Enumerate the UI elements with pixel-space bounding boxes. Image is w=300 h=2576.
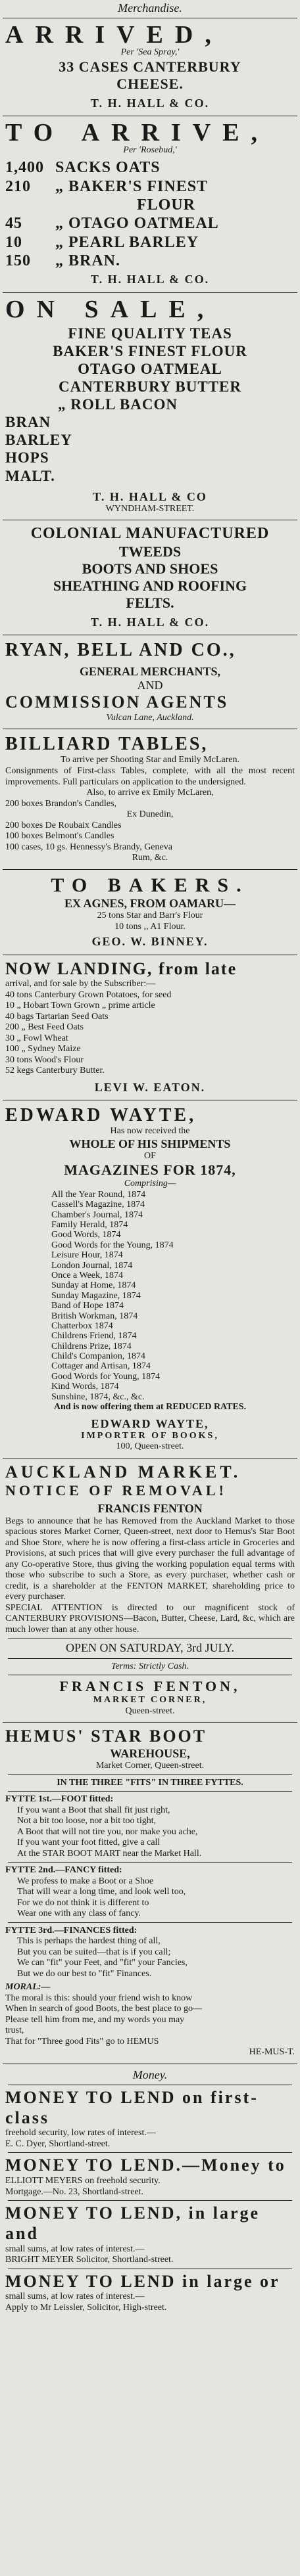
ad-now-landing — [0, 958, 300, 1098]
ad-wayte-heading: EDWARD WAYTE, — [5, 1105, 197, 1126]
ad-to-arrive-ship: Per 'Rosebud,' — [123, 145, 177, 155]
ad-arrived-signature: T. H. HALL & CO. — [90, 96, 210, 110]
ad-to-bakers-heading: TO BAKERS. — [51, 874, 249, 896]
list-item: That will wear a long time, and look well too, — [17, 1887, 186, 1897]
list-item: Sunday at Home, 1874 — [51, 1280, 136, 1291]
money-section — [0, 2067, 300, 2316]
list-item: Rum, &c. — [132, 853, 168, 863]
list-item: 100 „ Sydney Maize — [5, 1044, 81, 1054]
ad-hemus-moral: MORAL:— — [5, 1982, 51, 1993]
ad-edward-wayte — [0, 1103, 300, 1455]
ad-ryan-bell-line: GENERAL MERCHANTS, — [79, 664, 221, 678]
list-item: We can "fit" your Feet, and "fit" your Fancies, — [17, 1958, 188, 1968]
ad-hemus-fytte: FYTTE 1st.—FOOT fitted: — [5, 1794, 114, 1805]
list-item: Childrens Prize, 1874 — [51, 1341, 132, 1351]
list-item: Chatterbox 1874 — [51, 1321, 113, 1331]
ad-colonial-signature: T. H. HALL & CO. — [90, 615, 210, 629]
list-item: 30 tons Wood's Flour — [5, 1054, 84, 1065]
ad-hemus-fytte: FYTTE 2nd.—FANCY fitted: — [5, 1865, 122, 1876]
money-ad-heading: MONEY TO LEND on first-class — [5, 2088, 259, 2127]
list-item: A Boot that will not tire you, nor make you ache, — [17, 1826, 198, 1837]
list-item: London Journal, 1874 — [51, 1260, 133, 1271]
ad-ryan-bell-address: Vulcan Lane, Auckland. — [106, 712, 194, 723]
money-ad-line: freehold security, low rates of interest.— — [5, 2128, 156, 2138]
list-item: 210 „ BAKER'S FINEST — [5, 177, 209, 195]
list-item: Childrens Friend, 1874 — [51, 1331, 137, 1342]
list-item: Wear one with any class of fancy. — [17, 1909, 141, 1919]
divider — [8, 2152, 292, 2153]
ad-ryan-bell-line: AND — [137, 679, 163, 692]
list-item: 100 boxes Belmont's Candles — [5, 831, 114, 842]
ad-to-bakers-line: EX AGNES, FROM OAMARU— — [64, 897, 236, 911]
ad-now-landing-signature: LEVI W. EATON. — [94, 1080, 206, 1094]
money-ad-line: BRIGHT MEYER Solicitor, Shortland-street. — [5, 2255, 174, 2265]
list-item: British Workman, 1874 — [51, 1311, 138, 1321]
ad-market-special: SPECIAL ATTENTION is directed to our magnificent stock of CANTERBURY PROVISIONS—Bacon, Butter, Cheese, Lard, &c, which are much lower than at any other house. — [5, 1602, 295, 1635]
ad-to-arrive — [0, 119, 300, 290]
list-item: OTAGO OATMEAL — [78, 360, 222, 377]
ad-hemus-moral-verse — [5, 1993, 295, 2058]
list-item: 10 „ PEARL BARLEY — [5, 233, 199, 251]
list-item: But we do our best to "fit" Finances. — [17, 1968, 152, 1979]
list-item: If you want a Boot that shall fit just right, — [17, 1805, 170, 1815]
list-item: BAKER'S FINEST FLOUR — [53, 342, 247, 359]
list-item: SHEATHING AND ROOFING — [53, 577, 247, 594]
list-item: 200 „ Best Feed Oats — [5, 1022, 84, 1033]
list-item: 1,400 SACKS OATS — [5, 159, 161, 177]
list-item: We profess to make a Boot or a Shoe — [17, 1876, 154, 1886]
list-item: At the STAR BOOT MART near the Market Hall. — [17, 1848, 202, 1859]
list-item: FLOUR — [137, 196, 195, 214]
ad-arrived — [0, 21, 300, 113]
ad-on-sale-address: WYNDHAM-STREET. — [105, 503, 195, 514]
list-item: HE-MUS-T. — [249, 2047, 295, 2058]
ad-billiard — [0, 732, 300, 866]
divider — [8, 1791, 292, 1792]
list-item: Child's Companion, 1874 — [51, 1351, 145, 1362]
ad-wayte-line: Comprising— — [124, 1179, 176, 1189]
ad-arrived-ship: Per 'Sea Spray,' — [120, 47, 180, 58]
ad-arrived-line2: CHEESE. — [116, 75, 184, 92]
list-item: FELTS. — [126, 594, 174, 611]
divider — [8, 2200, 292, 2201]
ad-on-sale-list — [5, 325, 295, 485]
money-ad-line: E. C. Dyer, Shortland-street. — [5, 2138, 111, 2149]
list-item: 150 „ BRAN. — [5, 252, 121, 269]
divider — [3, 292, 297, 293]
list-item: Please tell him from me, and my words you may — [5, 2014, 185, 2025]
ad-market-terms: Terms: Strictly Cash. — [111, 1661, 189, 1671]
list-item: 45 „ OTAGO OATMEAL — [5, 215, 219, 233]
list-item: Cottager and Artisan, 1874 — [51, 1361, 151, 1372]
list-item: This is perhaps the hardest thing of all, — [17, 1936, 161, 1947]
divider — [8, 1922, 292, 1923]
list-item: BRAN — [5, 414, 51, 431]
list-item: 100 cases, 10 gs. Hennessy's Brandy, Geneva — [5, 842, 172, 852]
divider — [3, 1722, 297, 1723]
list-item: Chamber's Journal, 1874 — [51, 1209, 143, 1220]
list-item: When in search of good Boots, the best place to go— — [5, 2004, 202, 2014]
ad-market-name: FRANCIS FENTON — [97, 1502, 203, 1516]
ad-ryan-bell-line: COMMISSION AGENTS — [5, 692, 229, 712]
list-item: Cassell's Magazine, 1874 — [51, 1200, 145, 1210]
list-item: BARLEY — [5, 432, 72, 449]
list-item: Good Words for the Young, 1874 — [51, 1240, 174, 1250]
ad-auckland-market — [0, 1461, 300, 1719]
list-item: Good Words for Young, 1874 — [51, 1371, 161, 1382]
ad-to-arrive-signature: T. H. HALL & CO. — [90, 273, 210, 286]
list-item: 30 „ Fowl Wheat — [5, 1033, 68, 1043]
ad-hemus-line: IN THE THREE "FITS" IN THREE FYTTES. — [57, 1777, 243, 1788]
ad-hemus-verse — [5, 1805, 295, 1860]
list-item: For we do not think it is different to — [17, 1897, 149, 1908]
list-item: The moral is this: should your friend wish to know — [5, 1993, 193, 2003]
divider — [3, 869, 297, 870]
ad-now-landing-heading: NOW LANDING, from late — [5, 959, 238, 978]
ad-market-open: OPEN ON SATURDAY, 3rd JULY. — [66, 1641, 234, 1655]
ad-market-heading: AUCKLAND MARKET. — [5, 1462, 241, 1481]
ad-market-body: Begs to announce that he has Removed from the Auckland Market to those spacious stores Market Corner, Queen-street, next door to Hemus's Star Boot and Shoe Store, where he is now offering a first-class article in Groceries and Provisions, at such prices that will give every purchaser the full advantage of any Co-operative Store, thus giving the working population equal terms with those who subscribe to such a Store, as every purchaser, whether cash or credit, is a shareholder at the FENTON MARKET, shareholding price to every purchaser. — [5, 1516, 295, 1602]
ad-wayte-address: 100, Queen-street. — [116, 1441, 184, 1452]
divider — [8, 1774, 292, 1775]
list-item: 200 boxes Brandon's Candles, — [5, 798, 116, 809]
list-item: FINE QUALITY TEAS — [68, 325, 232, 342]
ad-hemus-heading: HEMUS' STAR BOOT — [5, 1727, 207, 1746]
money-ad-line: Mortgage.—No. 23, Shortland-street. — [5, 2186, 143, 2197]
ad-wayte-line: MAGAZINES FOR 1874, — [64, 1162, 236, 1179]
ad-colonial — [0, 523, 300, 631]
ad-market-address: Queen-street. — [125, 1706, 175, 1716]
money-ad-line: small sums, at low rates of interest.— — [5, 2292, 145, 2302]
ad-arrived-line1: 33 CASES CANTERBURY — [59, 58, 241, 75]
list-item: All the Year Round, 1874 — [51, 1189, 146, 1200]
list-item: Sunshine, 1874, &c., &c. — [51, 1391, 145, 1402]
ad-wayte-tail: And is now offering them at REDUCED RATES. — [53, 1402, 247, 1412]
ad-on-sale-heading: ON SALE, — [5, 295, 216, 323]
ad-colonial-heading: COLONIAL MANUFACTURED — [30, 525, 270, 543]
list-item: Once a Week, 1874 — [51, 1270, 124, 1280]
money-ad-heading: MONEY TO LEND in large or — [5, 2271, 280, 2291]
ad-wayte-line: OF — [144, 1150, 156, 1161]
ad-billiard-text: Consignments of First-class Tables, complete, with all the most recent improvements. Full particulars on application to the undersigned. — [5, 765, 295, 787]
ad-to-bakers-line: 25 tons Star and Barr's Flour — [97, 911, 203, 921]
ad-market-signature: MARKET CORNER, — [93, 1695, 207, 1706]
masthead: Merchandise. — [118, 1, 182, 14]
ad-wayte-line: Has now received the — [110, 1126, 190, 1137]
list-item: Family Herald, 1874 — [51, 1220, 128, 1230]
money-ad-line: small sums, at low rates of interest.— — [5, 2244, 145, 2254]
ad-wayte-signature: IMPORTER OF BOOKS, — [81, 1430, 219, 1441]
money-ad-heading: MONEY TO LEND, in large and — [5, 2203, 261, 2243]
ad-hemus-fytte: FYTTE 3rd.—FINANCES fitted: — [5, 1925, 138, 1935]
list-item: 40 tons Canterbury Grown Potatoes, for seed — [5, 989, 172, 1000]
money-ad-line: ELLIOTT MEYERS on freehold security. — [5, 2176, 161, 2186]
money-heading: Money. — [132, 2068, 168, 2081]
ad-ryan-bell-heading: RYAN, BELL AND CO., — [5, 639, 236, 660]
list-item: TWEEDS — [118, 543, 182, 560]
ad-now-landing-intro: arrival, and for sale by the Subscriber:— — [5, 979, 156, 989]
divider — [8, 1862, 292, 1863]
list-item: 40 bags Tartarian Seed Oats — [5, 1011, 109, 1022]
list-item: Sunday Magazine, 1874 — [51, 1290, 141, 1301]
ad-to-bakers — [0, 872, 300, 952]
list-item: BOOTS AND SHOES — [82, 560, 218, 577]
ad-market-signature: FRANCIS FENTON, — [59, 1678, 241, 1695]
list-item: Good Words, 1874 — [51, 1230, 121, 1240]
ad-hemus-line: Market Corner, Queen-street. — [95, 1760, 205, 1771]
ad-ryan-bell — [0, 638, 300, 727]
ad-to-bakers-signature: GEO. W. BINNEY. — [91, 935, 209, 949]
list-item: Also, to arrive ex Emily McLaren, — [86, 788, 214, 798]
ad-to-bakers-line: 10 tons ,, A1 Flour. — [114, 921, 186, 932]
ad-hemus-verse — [5, 1936, 295, 1979]
ad-arrived-heading: ARRIVED, — [5, 21, 223, 49]
divider — [8, 1658, 292, 1659]
list-item: If you want your foot fitted, give a call — [17, 1838, 161, 1848]
ad-to-arrive-items — [5, 158, 295, 270]
ad-hemus — [0, 1725, 300, 2061]
list-item: But you can be suited—that is if you call; — [17, 1947, 171, 1957]
list-item: „ ROLL BACON — [58, 396, 178, 413]
list-item: MALT. — [5, 467, 55, 484]
list-item: Kind Words, 1874 — [51, 1382, 119, 1392]
money-ad-heading: MONEY TO LEND.—Money to — [5, 2156, 286, 2175]
ad-to-arrive-heading: TO ARRIVE, — [5, 118, 270, 147]
ad-billiard-heading: BILLIARD TABLES, — [5, 734, 209, 755]
list-item: Leisure Hour, 1874 — [51, 1250, 123, 1261]
list-item: Not a bit too loose, nor a bit too tight, — [17, 1816, 157, 1826]
list-item: Ex Dunedin, — [126, 809, 174, 820]
ad-on-sale-signature: T. H. HALL & CO — [93, 489, 207, 503]
ad-on-sale — [0, 296, 300, 518]
list-item: 200 boxes De Roubaix Candles — [5, 820, 122, 830]
ad-wayte-signature: EDWARD WAYTE, — [91, 1416, 209, 1430]
ad-hemus-verse — [5, 1876, 295, 1920]
list-item: That for "Three good Fits" go to HEMUS — [5, 2036, 159, 2046]
ad-wayte-magazines — [5, 1190, 295, 1402]
ad-hemus-line: WAREHOUSE, — [110, 1746, 190, 1760]
list-item: 52 kegs Canterbury Butter. — [5, 1066, 105, 1076]
ad-wayte-line: WHOLE OF HIS SHIPMENTS — [69, 1137, 231, 1150]
ad-billiard-text: To arrive per Shooting Star and Emily McLaren. — [61, 755, 239, 765]
list-item: HOPS — [5, 449, 49, 466]
list-item: CANTERBURY BUTTER — [59, 378, 241, 395]
ad-market-subheading: NOTICE OF REMOVAL! — [5, 1482, 227, 1499]
list-item: Band of Hope 1874 — [51, 1301, 124, 1311]
money-ad-line: Apply to Mr Leissler, Solicitor, High-street. — [5, 2302, 167, 2313]
list-item: trust, — [5, 2025, 24, 2036]
list-item: 10 „ Hobart Town Grown „ prime article — [5, 1001, 155, 1011]
